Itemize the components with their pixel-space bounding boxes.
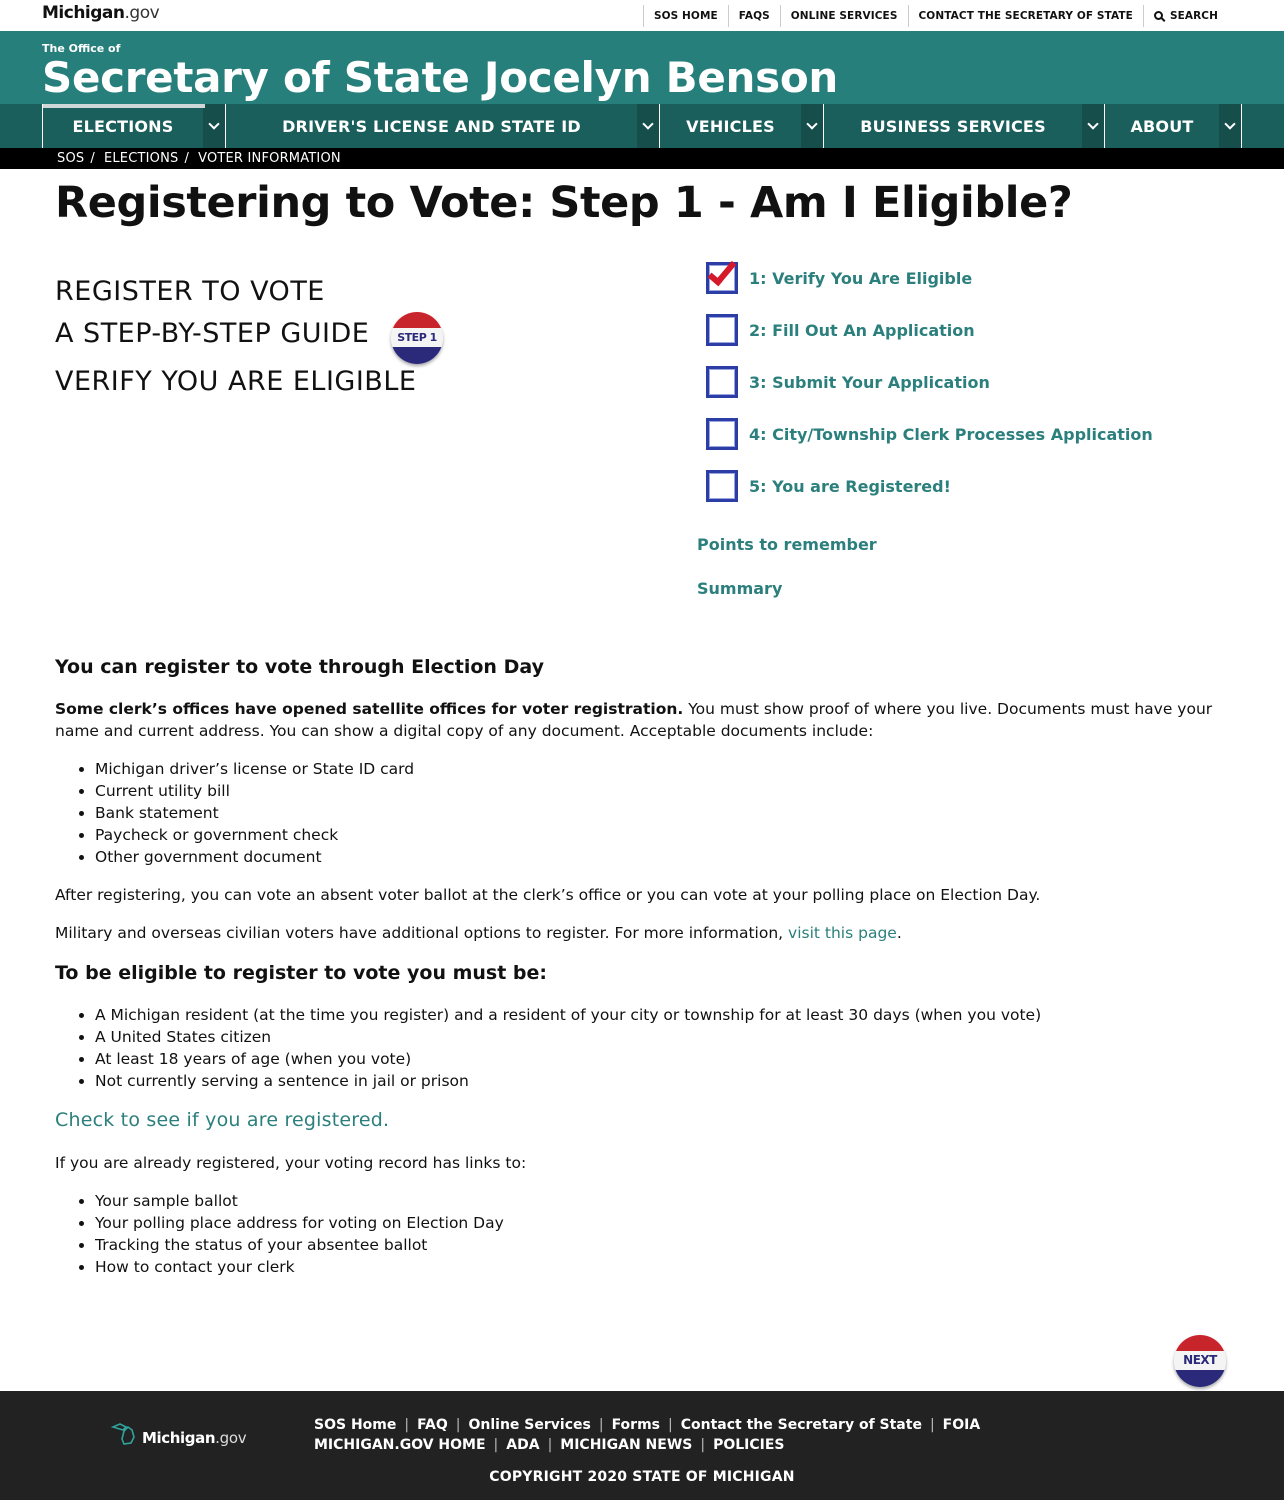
nav-link-business-services[interactable]: BUSINESS SERVICES [860,116,1046,136]
step-link-5[interactable]: 5: You are Registered! [749,476,951,496]
list-item: • How to contact your clerk [95,1256,1230,1278]
nav-dropdown-elections[interactable] [203,104,225,148]
search-button[interactable] [1143,5,1228,27]
util-link-sos-home[interactable]: SOS HOME [643,5,728,27]
footer-michigan-gov-logo[interactable]: Michigan .gov [110,1421,246,1447]
utility-nav [643,0,1228,31]
step-link-1[interactable]: 1: Verify You Are Eligible [749,268,973,288]
site-footer [0,1391,1284,1500]
satellite-offices-bold: Some clerk’s offices have opened satellite offices for voter registration. [55,700,684,718]
util-link-faqs[interactable]: FAQS [728,5,780,27]
michigan-gov-logo[interactable]: Michigan.gov [42,3,160,23]
nav-dropdown-business-services[interactable] [1082,104,1104,148]
registered-paragraph: If you are already registered, your voting record has links to: [55,1154,527,1172]
step-link-3[interactable]: 3: Submit Your Application [749,372,990,392]
footer-link-faq[interactable]: FAQ [417,1417,448,1433]
chevron-down-icon [1087,118,1098,129]
military-text: Military and overseas civilian voters have additional options to register. For more information, [55,924,789,942]
step-1-badge-label: STEP 1 [397,330,437,344]
util-link-contact[interactable]: CONTACT THE SECRETARY OF STATE [908,5,1143,27]
step-1-badge-icon [391,312,443,364]
footer-link-foia[interactable]: FOIA [942,1417,981,1433]
step-link-2[interactable]: 2: Fill Out An Application [749,320,975,340]
list-item: • Bank statement [95,802,1230,824]
checked-box-icon [706,262,738,294]
documents-list [55,758,1230,868]
military-paragraph: Military and overseas civilian voters have additional options to register. For more information, visit this page. [55,924,902,942]
breadcrumb: SOS / ELECTIONS / VOTER INFORMATION [0,148,1284,169]
eligibility-section [55,962,1230,984]
main-nav [0,104,1284,148]
step-item-5 [706,468,951,504]
footer-link-michigan-news[interactable]: MICHIGAN NEWS [560,1437,693,1453]
site-title[interactable]: Secretary of State Jocelyn Benson [42,53,838,102]
list-item: • At least 18 years of age (when you vote) [95,1048,1230,1070]
nav-link-elections[interactable]: ELECTIONS [72,116,174,136]
nav-item-drivers-license [226,104,660,148]
list-item: • Current utility bill [95,780,1230,802]
list-item: • Paycheck or government check [95,824,1230,846]
chevron-down-icon [1224,118,1235,129]
section-heading-register: You can register to vote through Election Day [55,656,544,678]
step-item-4 [706,416,1153,452]
section-heading-eligible: To be eligible to register to vote you must be: [55,962,547,984]
nav-link-drivers-license[interactable]: DRIVER'S LICENSE AND STATE ID [282,116,581,136]
list-item: • Not currently serving a sentence in jail or prison [95,1070,1230,1092]
step-item-1 [706,260,972,296]
list-item: • Michigan driver’s license or State ID card [95,758,1230,780]
list-item: • A United States citizen [95,1026,1230,1048]
nav-item-business-services [824,104,1105,148]
utility-bar [0,0,1284,31]
record-links-list [55,1190,1230,1278]
visit-this-page-link[interactable]: visit this page [788,924,897,942]
step-item-3 [706,364,990,400]
footer-links-row-2: MICHIGAN.GOV HOME | ADA | MICHIGAN NEWS | POLICIES [314,1437,785,1453]
footer-links-row-1: SOS Home | FAQ | Online Services | Forms | Contact the Secretary of State | FOIA [314,1417,981,1433]
checkbox-icon [706,366,738,398]
chevron-down-icon [208,118,219,129]
next-step-button[interactable] [1174,1335,1226,1387]
guide-line-2: A STEP-BY-STEP GUIDE [55,318,370,349]
michigan-map-icon [110,1421,140,1447]
breadcrumb-elections[interactable]: ELECTIONS [103,151,179,166]
footer-link-ada[interactable]: ADA [506,1437,540,1453]
footer-link-online-services[interactable]: Online Services [468,1417,591,1433]
list-item: • Your sample ballot [95,1190,1230,1212]
nav-dropdown-drivers-license[interactable] [637,104,659,148]
checkbox-icon [706,314,738,346]
points-to-remember-link[interactable]: Points to remember [697,535,877,554]
satellite-offices-paragraph [55,698,1230,742]
search-label: SEARCH [1169,9,1218,22]
checkbox-icon [706,470,738,502]
page-title: Registering to Vote: Step 1 - Am I Eligible? [55,178,1073,228]
nav-item-vehicles [660,104,824,148]
summary-link[interactable]: Summary [697,579,783,598]
after-registering-paragraph: After registering, you can vote an absent voter ballot at the clerk’s office or you can vote at your polling place on Election Day. [55,886,1041,904]
nav-item-about [1105,104,1242,148]
footer-link-policies[interactable]: POLICIES [713,1437,785,1453]
footer-link-forms[interactable]: Forms [611,1417,661,1433]
nav-dropdown-about[interactable] [1219,104,1241,148]
copyright: COPYRIGHT 2020 STATE OF MICHIGAN [489,1469,795,1485]
chevron-down-icon [642,118,653,129]
nav-dropdown-vehicles[interactable] [801,104,823,148]
guide-line-3: VERIFY YOU ARE ELIGIBLE [55,366,417,397]
check-registration-link[interactable]: Check to see if you are registered. [55,1109,390,1131]
check-registration-section [55,1109,1230,1131]
footer-link-sos-home[interactable]: SOS Home [314,1417,397,1433]
checkbox-icon [706,418,738,450]
guide-line-1: REGISTER TO VOTE [55,276,325,307]
nav-link-about[interactable]: ABOUT [1130,116,1194,136]
search-icon [1154,11,1163,20]
chevron-down-icon [806,118,817,129]
next-badge-label: NEXT [1183,1353,1217,1368]
step-item-2 [706,312,975,348]
banner-kicker: The Office of [42,42,121,55]
footer-link-michigan-gov-home[interactable]: MICHIGAN.GOV HOME [314,1437,486,1453]
breadcrumb-sos[interactable]: SOS [57,151,85,166]
nav-link-vehicles[interactable]: VEHICLES [686,116,775,136]
list-item: • Tracking the status of your absentee ballot [95,1234,1230,1256]
footer-link-contact[interactable]: Contact the Secretary of State [680,1417,922,1433]
step-link-4[interactable]: 4: City/Township Clerk Processes Application [749,424,1153,444]
list-item: • Other government document [95,846,1230,868]
breadcrumb-voter-information[interactable]: VOTER INFORMATION [198,151,341,166]
nav-item-elections [43,104,226,148]
util-link-online-services[interactable]: ONLINE SERVICES [780,5,908,27]
list-item: • Your polling place address for voting on Election Day [95,1212,1230,1234]
site-banner [0,31,1284,104]
list-item: • A Michigan resident (at the time you register) and a resident of your city or township for at least 30 days (when you vote) [95,1004,1230,1026]
eligibility-list [55,1004,1230,1092]
satellite-offices-text: You must show proof of where you live. Documents must have your name and current address. You can show a digital copy of any document. Acceptable documents include: [55,700,1213,740]
register-section [55,656,1230,678]
